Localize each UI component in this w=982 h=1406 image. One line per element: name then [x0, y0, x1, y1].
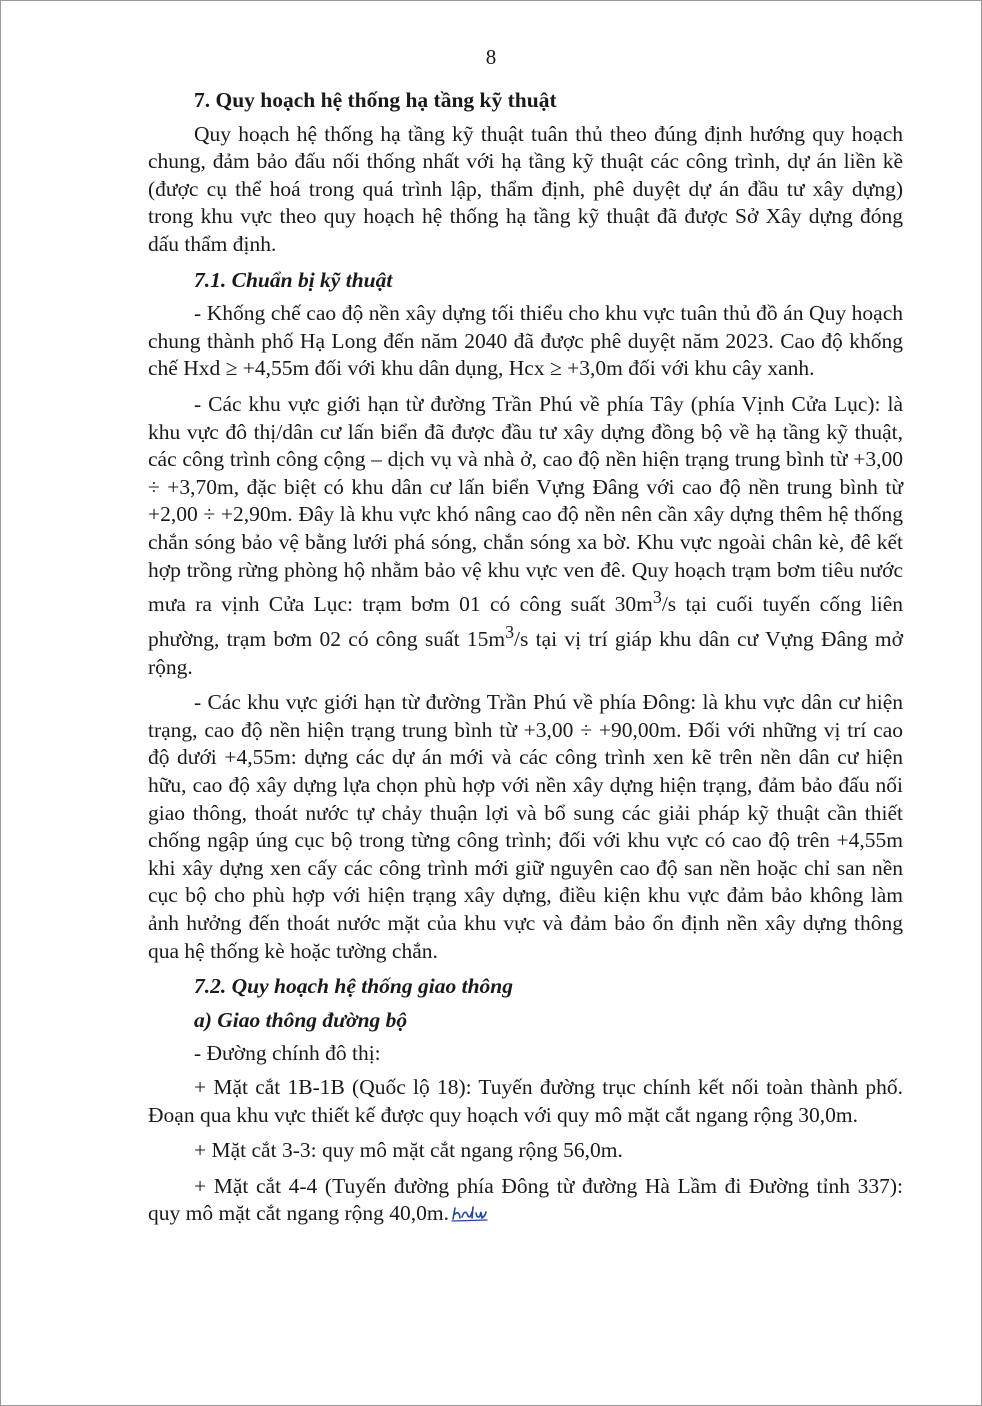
handwritten-initials	[451, 1204, 489, 1222]
paragraph-west-area: - Các khu vực giới hạn từ đường Trần Phú về phía Tây (phía Vịnh Cửa Lục): là khu vực đô thị/dân cư lấn biển đã được đầu tư xây dựng đồng bộ về hạ tầng kỹ thuật, các công trình công cộng – dịch vụ và nhà ở, cao độ nền hiện trạng trung bình từ +3,00 ÷ +3,70m, đặc biệt có khu dân cư lấn biển Vựng Đâng với cao độ nền trung bình từ +2,00 ÷ +2,90m. Đây là khu vực khó nâng cao độ nền nên cần xây dựng thêm hệ thống chắn sóng bảo vệ bằng lưới phá sóng, chắn sóng xa bờ. Khu vực ngoài chân kè, đê kết hợp trồng rừng phòng hộ nhằm bảo vệ khu vực ven đê. Quy hoạch trạm bơm tiêu nước mưa ra vịnh Cửa Lục: trạm bơm 01 có công suất $30m^3/s$ tại cuối tuyến cống liên phường, trạm bơm 02 có công suất $15m^3/s$ tại vị trí giáp khu dân cư Vựng Đâng mở rộng.	[148, 391, 903, 679]
heading-road-transport: a) Giao thông đường bộ	[194, 1007, 408, 1032]
heading-section-7-2: 7.2. Quy hoạch hệ thống giao thông	[194, 974, 513, 999]
paragraph-main-roads: - Đường chính đô thị:	[194, 1041, 381, 1066]
paragraph-section-1b: + Mặt cắt 1B-1B (Quốc lộ 18): Tuyến đường trục chính kết nối toàn thành phố. Đoạn qua khu vực thiết kế được quy hoạch với quy mô mặt cắt ngang rộng 30,0m.	[148, 1074, 903, 1127]
heading-section-7-1: 7.1. Chuẩn bị kỹ thuật	[194, 267, 393, 292]
paragraph-section-4-4: + Mặt cắt 4-4 (Tuyến đường phía Đông từ đường Hà Lầm đi Đường tỉnh 337): quy mô mặt cắt ngang rộng 40,0m.	[148, 1173, 903, 1226]
paragraph-elevation-control: - Khống chế cao độ nền xây dựng tối thiểu cho khu vực tuân thủ đồ án Quy hoạch chung thành phố Hạ Long đến năm 2040 đã được phê duyệt năm 2023. Cao độ khống chế Hxd ≥ +4,55m đối với khu dân dụng, Hcx ≥ +3,0m đối với khu cây xanh.	[148, 301, 903, 381]
document-body	[148, 87, 903, 1236]
paragraph-section-3-3: + Mặt cắt 3-3: quy mô mặt cắt ngang rộng 56,0m.	[194, 1138, 623, 1163]
page-number: 8	[485, 45, 497, 69]
heading-section-7: 7. Quy hoạch hệ thống hạ tầng kỹ thuật	[194, 88, 557, 112]
paragraph-intro: Quy hoạch hệ thống hạ tầng kỹ thuật tuân thủ theo đúng định hướng quy hoạch chung, đảm bảo đấu nối thống nhất với hạ tầng kỹ thuật các công trình, dự án liền kề (được cụ thể hoá trong quá trình lập, thẩm định, phê duyệt dự án đầu tư xây dựng) trong khu vực theo quy hoạch hệ thống hạ tầng kỹ thuật đã được Sở Xây dựng đóng dấu thẩm định.	[148, 121, 903, 256]
paragraph-east-area: - Các khu vực giới hạn từ đường Trần Phú về phía Đông: là khu vực dân cư hiện trạng, cao độ nền hiện trạng trung bình từ +3,00 ÷ +90,00m. Đối với những vị trí cao độ dưới +4,55m: dựng các dự án mới và các công trình xen kẽ trên nền dân cư hiện hữu, cao độ xây dựng lựa chọn phù hợp với nền xây dựng hiện trạng, đảm bảo đấu nối giao thông, thoát nước tự chảy thuận lợi và bổ sung các giải pháp kỹ thuật cần thiết chống ngập úng cục bộ trong từng công trình; đối với khu vực có cao độ trên +4,55m khi xây dựng xen cấy các công trình mới giữ nguyên cao độ san nền hoặc chỉ san nền cục bộ cho phù hợp với hiện trạng xây dựng, điều kiện khu vực đảm bảo không làm ảnh hưởng đến thoát nước mặt của khu vực và đảm bảo ổn định nền xây dựng thông qua hệ thống kè hoặc tường chắn.	[148, 690, 903, 963]
